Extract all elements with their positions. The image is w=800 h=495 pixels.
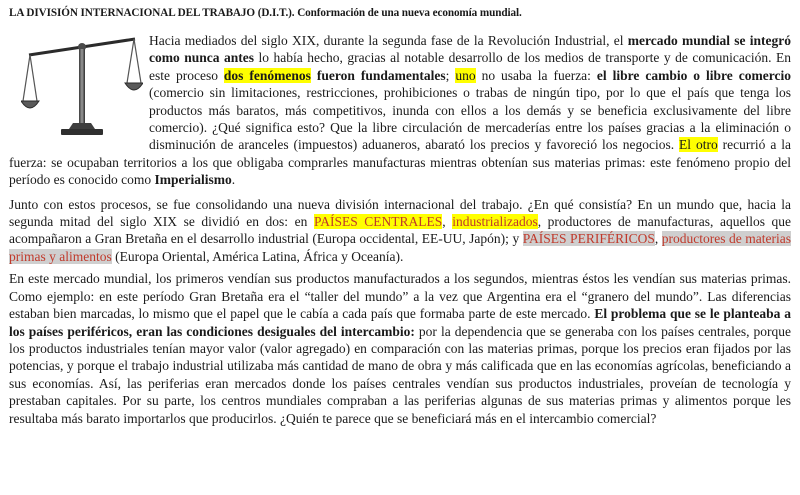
highlight-uno: uno [455, 67, 476, 83]
bold-mercado-mundial: mercado mundial se integró como nunca antes [149, 33, 791, 66]
text-segment: lo había hecho, gracias al notable desarrollo de los medios de transporte y de comunicación. En este proceso [149, 50, 791, 83]
text-segment: ; [445, 67, 456, 83]
text-segment: Hacia mediados del siglo XIX, durante la segunda fase de la Revolución Industrial, el [149, 33, 628, 48]
text-segment: (comercio sin limitaciones, restricciones, prohibiciones o trabas de ningún tipo, por lo que el país que tenga los productos más baratos, más competitivos, inunda con ellos a los demás y se beneficia exclusivamente del libre comercio). ¿Qué significa esto? Que la libre circulación de mercaderías entre los países gracias a la eliminación o disminución de aranceles (impuestos) aduaneros, abarató los precios y favoreció los negocios. [149, 85, 791, 153]
text-segment: por la dependencia que se generaba con los países centrales, porque los productos industriales tenían mayor valor (valor agregado) en comparación con las materias primas, porque los precios eran fijados por las potencias, y porque el trabajo industrial utilizaba más cantidad de mano de obra y más calificada que en las economías agrícolas, beneficiando a sus economías. Así, las periferias eran mercados donde los países centrales vendían sus productos industriales, proveían de tecnología y prestaban capitales. Por su parte, los centros mundiales compraban a las periferias algunas de sus materias primas y alimentos porque les resultaba más barato importarlos que producirlos. ¿Quién te parece que se beneficiará más en el intercambio comercial? [9, 323, 791, 426]
highlight-industrializados: industrializados [452, 214, 538, 230]
text-segment: recurrió a la fuerza: se ocupaban territorios a los que obligaba comprarles manufacturas mientras obtenían sus materias primas: este fenómeno propio del período es conocido como [9, 137, 791, 188]
bold-fundamentales: fueron fundamentales [310, 67, 446, 83]
highlight-materias-primas: productores de materias primas y alimentos [9, 231, 792, 264]
balance-scale-icon [21, 33, 143, 140]
bold-libre-cambio: el libre cambio o libre comercio [596, 67, 791, 83]
text-segment: En este mercado mundial, los primeros vendían sus productos manufacturados a los segundos, mientras éstos les vendían sus materias primas. Como ejemplo: en este período Gran Bretaña era el “taller del mundo” a la vez que Argentina era el “granero del mundo”. Las diferencias estaban bien marcadas, lo mismo que el papel que le cabía a cada país que formaba parte de este mercado. [9, 271, 791, 322]
highlight-text: dos fenómenos [223, 67, 311, 83]
text-segment: . [231, 172, 236, 188]
text-segment: no usaba la fuerza: [475, 67, 597, 83]
text-segment: Junto con estos procesos, se fue consolidando una nueva división internacional del trabajo. ¿En qué consistía? En un mundo que, hacia la segunda mitad del siglo XIX se dividió en dos: en [9, 196, 791, 230]
bold-imperialismo: Imperialismo [154, 172, 232, 188]
highlight-dos-fenomenos [224, 68, 311, 83]
text-segment: , productores de manufacturas, aquellos que acompañaron a Gran Bretaña en el desarrollo industrial (Europa occidental, EE-UU, Japón); y [9, 214, 792, 247]
text-segment: , [654, 231, 662, 247]
highlight-paises-centrales: PAÍSES CENTRALES [313, 214, 443, 230]
paragraph-intro [9, 32, 791, 189]
text-segment: (Europa Oriental, América Latina, África y Oceanía). [111, 248, 404, 264]
bold-problema: El problema que se le planteaba a los países periféricos, eran las condiciones desiguales del intercambio: [9, 306, 791, 339]
highlight-el-otro: El otro [679, 137, 718, 153]
highlight-paises-perifericos: PAÍSES PERIFÉRICOS [522, 231, 655, 247]
document-title: LA DIVISIÓN INTERNACIONAL DEL TRABAJO (D.I.T.). Conformación de una nueva economía mundial. [9, 7, 522, 19]
paragraph-mercado [9, 270, 791, 427]
text-segment: , [442, 214, 453, 230]
paragraph-dit [9, 194, 791, 266]
